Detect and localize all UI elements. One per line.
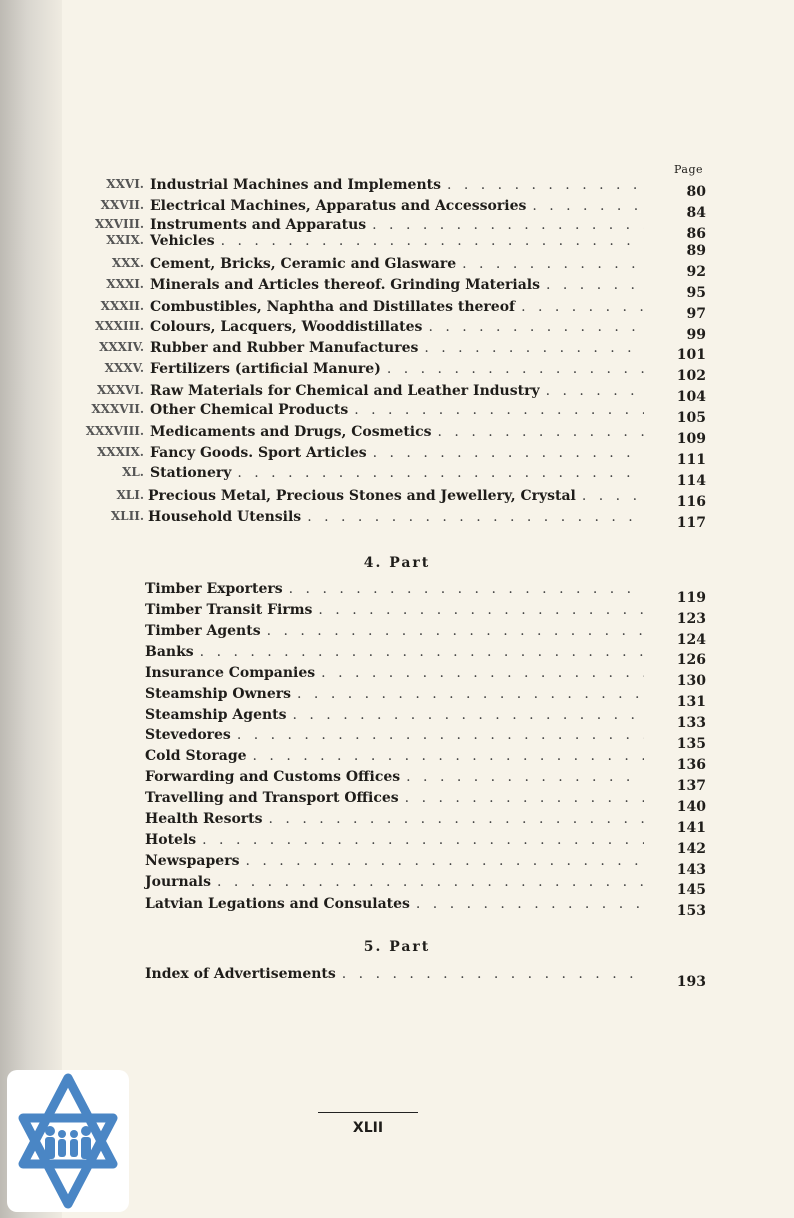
dot-leader — [289, 581, 644, 597]
toc-row — [145, 790, 650, 810]
dot-leader — [582, 488, 644, 504]
toc-row — [145, 623, 650, 643]
toc-row-page: 101 — [676, 347, 706, 363]
dot-leader — [297, 686, 644, 702]
part-5-heading: 5. Part — [363, 939, 431, 955]
toc-row — [145, 748, 650, 768]
dot-leader — [267, 623, 644, 639]
toc-row-number: XXVII. — [100, 198, 144, 212]
toc-row — [96, 445, 650, 465]
dot-leader — [546, 383, 644, 399]
toc-row-title: Other Chemical Products — [150, 402, 349, 418]
toc-row-title: Timber Agents — [145, 623, 261, 639]
dot-leader — [221, 233, 644, 249]
toc-row-page: 89 — [686, 243, 706, 259]
toc-row-title: Journals — [145, 874, 211, 890]
dot-leader — [202, 832, 644, 848]
toc-row — [106, 233, 650, 253]
toc-row — [145, 832, 650, 852]
toc-row — [91, 402, 650, 422]
toc-row-page: 133 — [676, 715, 706, 731]
dot-leader — [373, 445, 644, 461]
toc-row — [104, 361, 650, 381]
toc-row-page: 142 — [676, 841, 706, 857]
dot-leader — [245, 853, 644, 869]
toc-row — [95, 319, 650, 339]
toc-row — [145, 811, 650, 831]
dot-leader — [354, 402, 644, 418]
dot-leader — [321, 665, 644, 681]
star-of-david-family-icon — [7, 1070, 129, 1212]
toc-row-title: Stationery — [150, 465, 232, 481]
toc-row-title: Vehicles — [150, 233, 215, 249]
toc-row — [111, 256, 650, 276]
toc-row-title: Newspapers — [145, 853, 240, 869]
toc-row-title: Combustibles, Naphtha and Distillates thereof — [150, 299, 516, 315]
toc-row-number: XXXVIII. — [85, 424, 144, 438]
dot-leader — [546, 277, 644, 293]
toc-row — [145, 686, 650, 706]
toc-row-title: Latvian Legations and Consulates — [145, 896, 410, 912]
toc-row-title: Hotels — [145, 832, 197, 848]
page-column-label: Page — [674, 163, 704, 176]
toc-row-page: 116 — [676, 494, 706, 510]
dot-leader — [200, 644, 644, 660]
toc-row-number: XLI. — [116, 488, 144, 502]
toc-row-page: 153 — [676, 903, 706, 919]
toc-row-page: 124 — [676, 632, 706, 648]
dot-leader — [217, 874, 644, 890]
toc-row-title: Household Utensils — [148, 509, 302, 525]
toc-row-title: Minerals and Articles thereof. Grinding Materials — [150, 277, 540, 293]
toc-row-number: XXXVII. — [91, 402, 144, 416]
toc-row — [96, 383, 650, 403]
toc-row-page: 143 — [676, 862, 706, 878]
toc-row-page: 137 — [676, 778, 706, 794]
toc-row — [145, 769, 650, 789]
toc-row-title: Colours, Lacquers, Wooddistillates — [150, 319, 423, 335]
toc-row-title: Electrical Machines, Apparatus and Accessories — [150, 198, 527, 214]
toc-row-page: 111 — [676, 452, 706, 468]
toc-row — [106, 277, 650, 297]
toc-row — [145, 581, 650, 601]
toc-row-page: 109 — [676, 431, 706, 447]
dot-leader — [438, 424, 644, 440]
toc-row-title: Cement, Bricks, Ceramic and Glasware — [150, 256, 457, 272]
toc-row-title: Industrial Machines and Implements — [150, 177, 441, 193]
toc-row-title: Banks — [145, 644, 194, 660]
toc-row — [145, 874, 650, 894]
toc-row-page: 126 — [676, 652, 706, 668]
toc-row-number: XXXV. — [104, 361, 144, 375]
dot-leader — [237, 727, 644, 743]
toc-row-number: XXVIII. — [95, 217, 144, 231]
dot-leader — [406, 769, 644, 785]
toc-row-number: XLII. — [110, 509, 144, 523]
toc-row-title: Stevedores — [145, 727, 231, 743]
toc-row-page: 104 — [676, 389, 706, 405]
toc-row — [122, 465, 650, 485]
logo-badge — [7, 1070, 129, 1212]
toc-row-title: Fancy Goods. Sport Articles — [150, 445, 367, 461]
dot-leader — [521, 299, 644, 315]
toc-row-number: XXXVI. — [96, 383, 144, 397]
toc-row-title: Forwarding and Customs Offices — [145, 769, 401, 785]
toc-row-page: 140 — [676, 799, 706, 815]
toc-row-page: 84 — [686, 205, 706, 221]
part-4-heading: 4. Part — [363, 555, 431, 571]
toc-row — [99, 340, 650, 360]
dot-leader — [293, 707, 645, 723]
toc-row-page: 102 — [676, 368, 706, 384]
toc-row-title: Precious Metal, Precious Stones and Jewellery, Crystal — [148, 488, 576, 504]
toc-row-page: 92 — [686, 264, 706, 280]
toc-row-number: XXVI. — [106, 177, 144, 191]
toc-row — [110, 509, 650, 529]
toc-row — [145, 644, 650, 664]
toc-row-title: Timber Exporters — [145, 581, 283, 597]
toc-row-title: Index of Advertisements — [145, 966, 336, 982]
toc-row — [145, 665, 650, 685]
toc-row-page: 119 — [676, 590, 706, 606]
dot-leader — [253, 748, 644, 764]
toc-row-page: 145 — [676, 882, 706, 898]
footer-rule — [318, 1112, 418, 1113]
dot-leader — [447, 177, 644, 193]
dot-leader — [307, 509, 644, 525]
toc-row-number: XXXII. — [100, 299, 144, 313]
toc-row-page: 86 — [686, 226, 706, 242]
toc-row-page: 99 — [686, 327, 706, 343]
toc-row — [116, 488, 650, 508]
toc-row-title: Raw Materials for Chemical and Leather Industry — [150, 383, 540, 399]
toc-row-page: 95 — [686, 285, 706, 301]
toc-row-title: Travelling and Transport Offices — [145, 790, 399, 806]
toc-row — [145, 707, 650, 727]
toc-row-page: 135 — [676, 736, 706, 752]
toc-row — [100, 198, 650, 218]
toc-row-number: XXXI. — [106, 277, 144, 291]
toc-row-title: Steamship Owners — [145, 686, 292, 702]
dot-leader — [387, 361, 644, 377]
toc-row-title: Medicaments and Drugs, Cosmetics — [150, 424, 432, 440]
toc-row-title: Cold Storage — [145, 748, 247, 764]
dot-leader — [372, 217, 644, 233]
toc-row-page: 117 — [676, 515, 706, 531]
toc-row — [106, 177, 650, 197]
toc-row-page: 130 — [676, 673, 706, 689]
toc-row-title: Steamship Agents — [145, 707, 287, 723]
toc-row — [85, 424, 650, 444]
toc-row-title: Instruments and Apparatus — [150, 217, 367, 233]
toc-row-page: 193 — [676, 974, 706, 990]
toc-row-title: Fertilizers (artificial Manure) — [150, 361, 381, 377]
dot-leader — [428, 319, 644, 335]
toc-row-page: 97 — [686, 306, 706, 322]
dot-leader — [532, 198, 644, 214]
toc-row-page: 114 — [676, 473, 706, 489]
toc-row-number: XXXIII. — [95, 319, 144, 333]
toc-row — [100, 299, 650, 319]
toc-row-number: XXXIV. — [99, 340, 144, 354]
toc-row-page: 105 — [676, 410, 706, 426]
toc-row-page: 80 — [686, 184, 706, 200]
dot-leader — [405, 790, 644, 806]
toc-row-number: XXXIX. — [96, 445, 144, 459]
toc-row-title: Timber Transit Firms — [145, 602, 313, 618]
dot-leader — [424, 340, 644, 356]
dot-leader — [416, 896, 644, 912]
toc-row — [145, 602, 650, 622]
toc-row — [145, 853, 650, 873]
toc-row — [145, 966, 650, 986]
page-number: XLII — [352, 1120, 384, 1136]
toc-row-page: 136 — [676, 757, 706, 773]
toc-row-title: Rubber and Rubber Manufactures — [150, 340, 419, 356]
toc-row-page: 141 — [676, 820, 706, 836]
dot-leader — [342, 966, 644, 982]
toc-row-page: 131 — [676, 694, 706, 710]
dot-leader — [269, 811, 644, 827]
toc-row-number: XXX. — [111, 256, 144, 270]
toc-row-title: Insurance Companies — [145, 665, 316, 681]
toc-row — [145, 727, 650, 747]
dot-leader — [462, 256, 644, 272]
toc-row-page: 123 — [676, 611, 706, 627]
dot-leader — [318, 602, 644, 618]
dot-leader — [237, 465, 644, 481]
toc-row-title: Health Resorts — [145, 811, 263, 827]
toc-row-number: XXIX. — [106, 233, 144, 247]
toc-row-number: XL. — [122, 465, 144, 479]
toc-row — [145, 896, 650, 916]
